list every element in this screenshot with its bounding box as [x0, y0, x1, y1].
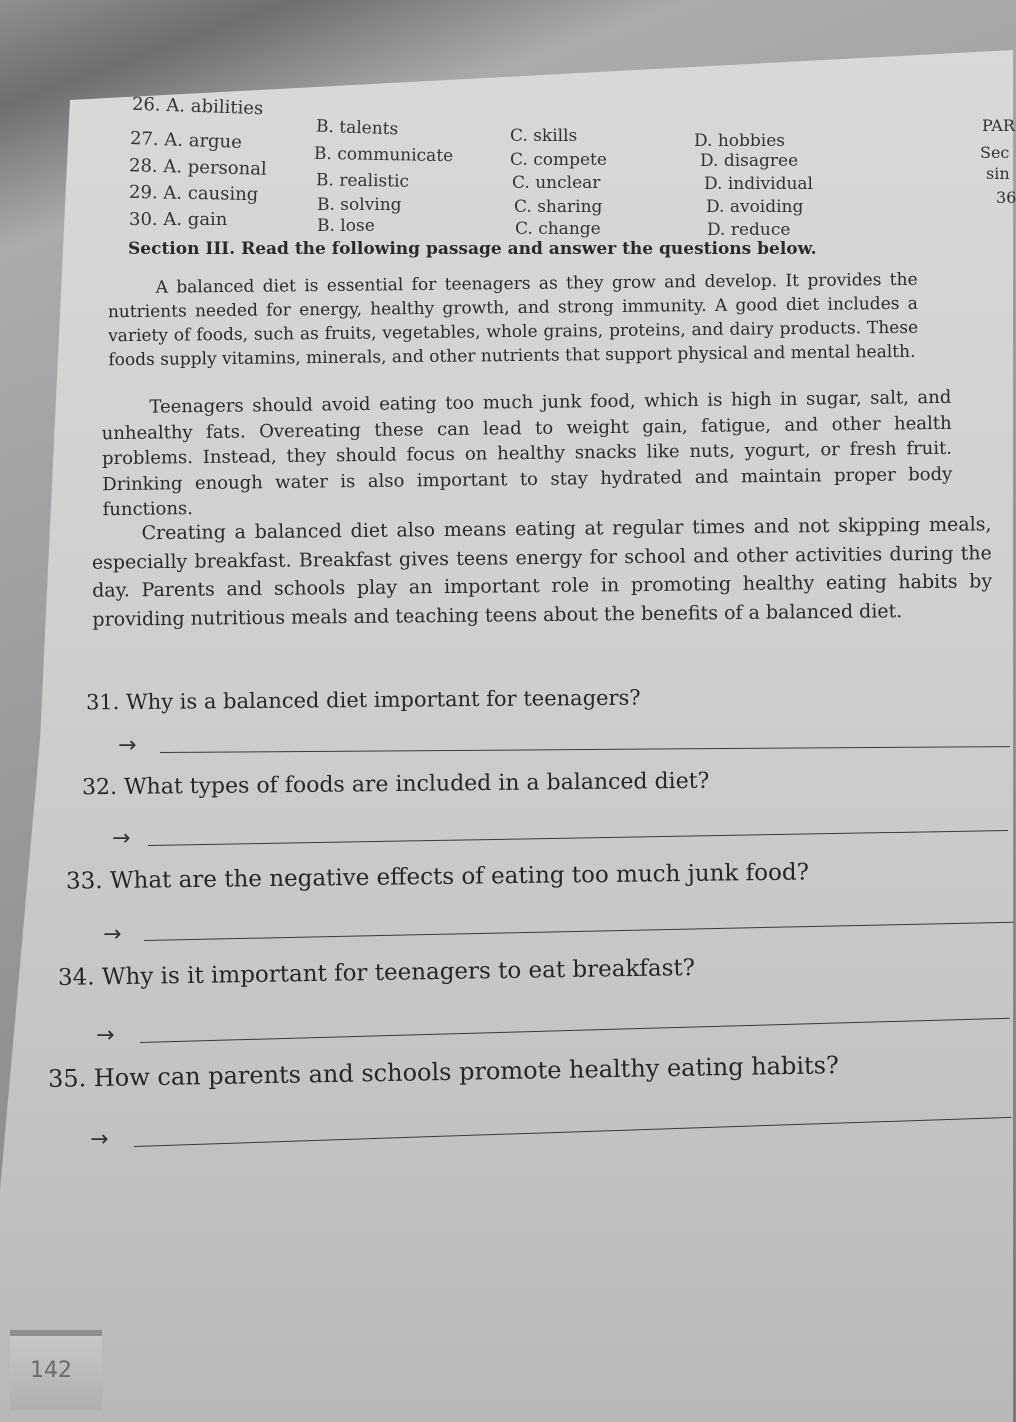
option-d: D. reduce	[707, 220, 791, 240]
option-a: 28. A. personal	[128, 155, 267, 180]
option-c: C. sharing	[514, 197, 603, 217]
option-b: B. realistic	[315, 170, 410, 192]
option-d: D. avoiding	[706, 197, 804, 217]
option-b: B. communicate	[313, 143, 454, 167]
option-b: B. lose	[317, 216, 375, 236]
option-c: C. unclear	[512, 173, 601, 193]
arrow-icon: →	[96, 1023, 115, 1048]
question-32: 32. What types of foods are included in a balanced diet?	[81, 768, 710, 801]
edge-text: 36	[996, 188, 1016, 207]
option-d: D. hobbies	[694, 131, 786, 151]
passage-paragraph: Creating a balanced diet also means eating at regular times and not skipping meals, especially breakfast. Breakfast gives teens energy for school and other activities during the day. Parents and schools play an important role in promoting healthy eating habits by providing nutritious meals and teaching teens about the benefits of a balanced diet.	[91, 513, 993, 631]
option-c: C. skills	[510, 126, 578, 146]
option-c: C. compete	[510, 150, 607, 170]
option-a: 27. A. argue	[129, 128, 243, 153]
passage-paragraph: Teenagers should avoid eating too much junk food, which is high in sugar, salt, and unhealthy fats. Overeating these can lead to weight gain, fatigue, and other health problems. Instead, they should focus on healthy snacks like nuts, yogurt, or fresh fruit. Drinking enough water is also important to stay hydrated and maintain proper body functions.	[101, 386, 953, 521]
option-b: B. solving	[317, 195, 402, 215]
option-d: D. disagree	[700, 151, 799, 171]
option-a: 30. A. gain	[129, 209, 228, 230]
question-33: 33. What are the negative effects of eating too much junk food?	[65, 859, 810, 895]
passage-paragraph: A balanced diet is essential for teenagers as they grow and develop. It provides the nutrients needed for energy, healthy growth, and strong immunity. A good diet includes a variety of foods, such as fruits, vegetables, whole grains, proteins, and dairy products. These foods supply vitamins, minerals, and other nutrients that support physical and mental health.	[107, 269, 919, 371]
section-heading: Section III. Read the following passage and answer the questions below.	[128, 239, 817, 259]
edge-text: Sec	[980, 143, 1010, 162]
edge-text: PAR	[982, 116, 1015, 135]
page-number-bar	[10, 1330, 102, 1336]
option-a: 29. A. causing	[128, 181, 259, 206]
arrow-icon: →	[90, 1127, 109, 1152]
option-b: B. talents	[315, 116, 399, 140]
edge-text: sin	[986, 164, 1010, 183]
question-34: 34. Why is it important for teenagers to eat breakfast?	[57, 954, 696, 992]
arrow-icon: →	[112, 826, 131, 851]
arrow-icon: →	[103, 922, 122, 947]
arrow-icon: →	[118, 733, 137, 758]
question-35: 35. How can parents and schools promote healthy eating habits?	[47, 1051, 840, 1093]
option-a: 26. A. abilities	[131, 93, 264, 120]
page-number: 142	[30, 1358, 72, 1383]
option-d: D. individual	[704, 174, 813, 194]
question-31: 31. Why is a balanced diet important for teenagers?	[85, 685, 641, 715]
option-c: C. change	[515, 219, 601, 239]
